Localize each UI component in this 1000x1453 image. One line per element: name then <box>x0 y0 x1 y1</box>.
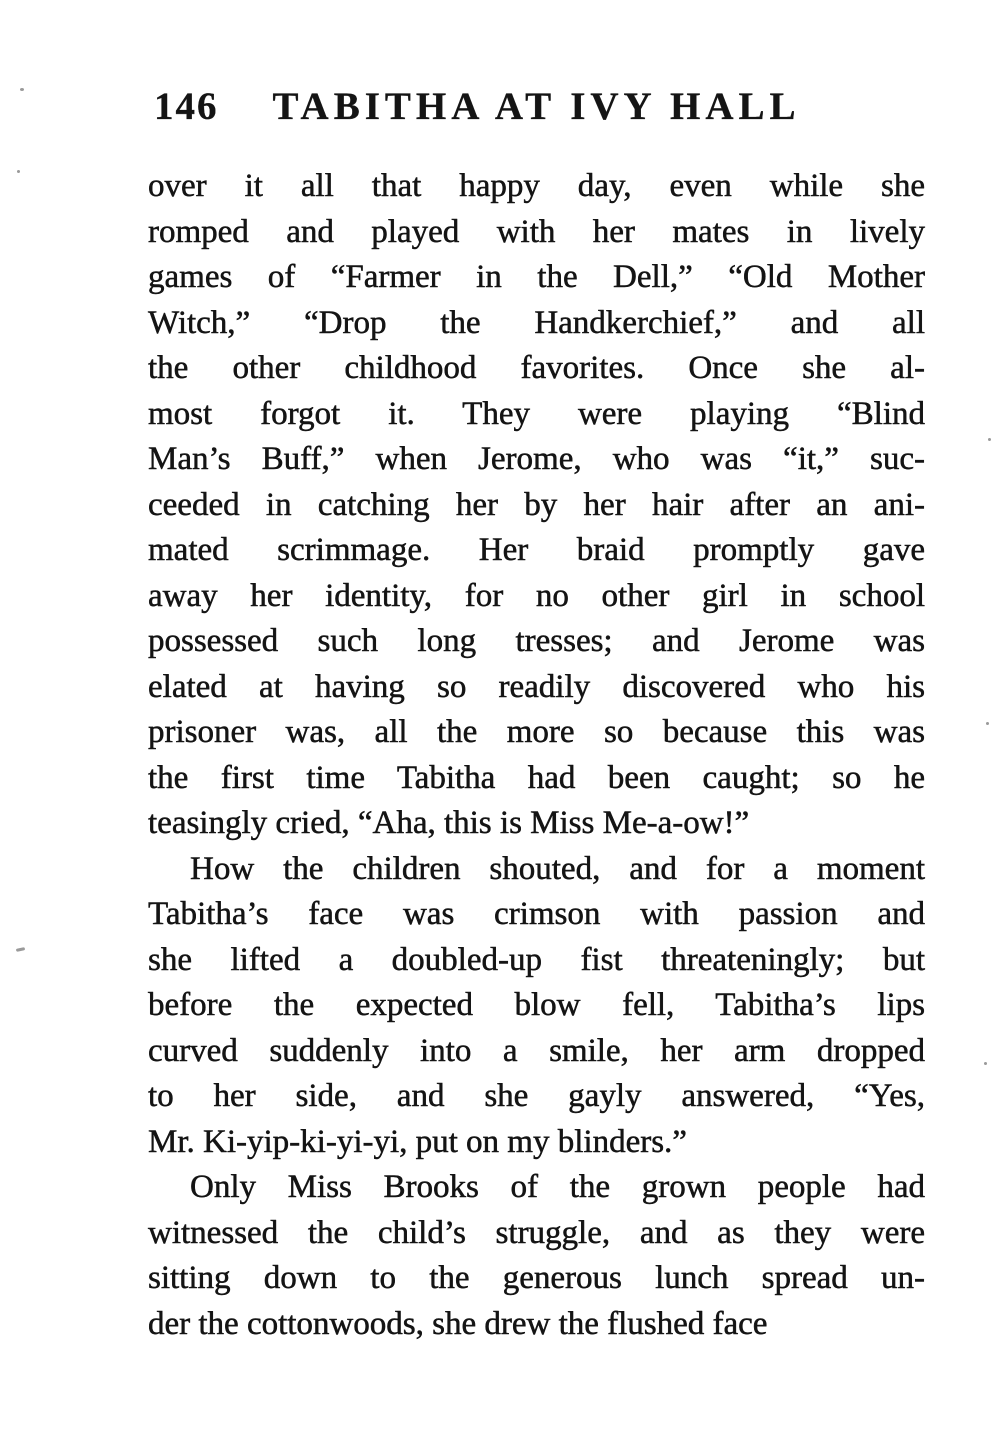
text-line: most forgot it. They were playing “Blind <box>148 395 925 432</box>
scan-speck <box>986 722 989 725</box>
scan-speck <box>988 438 991 441</box>
text-line: der the cottonwoods, she drew the flushed face <box>148 1305 768 1342</box>
text-line: prisoner was, all the more so because this was <box>148 714 925 750</box>
page-body <box>148 164 925 1347</box>
text-line: elated at having so readily discovered who his <box>148 668 925 705</box>
text-line: games of “Farmer in the Dell,” “Old Mother <box>148 259 925 295</box>
text-line: possessed such long tresses; and Jerome was <box>148 623 925 659</box>
text-line: before the expected blow fell, Tabitha’s lips <box>148 987 925 1023</box>
text-line: Tabitha’s face was crimson with passion and <box>148 896 925 932</box>
text-line: How the children shouted, and for a moment <box>190 850 925 887</box>
page-number: 146 <box>154 85 219 128</box>
text-line: Man’s Buff,” when Jerome, who was “it,” suc- <box>148 441 925 477</box>
running-header <box>148 86 925 128</box>
text-line: teasingly cried, “Aha, this is Miss Me-a-ow!” <box>148 805 750 841</box>
text-line: romped and played with her mates in lively <box>148 213 925 250</box>
text-line: away her identity, for no other girl in school <box>148 577 925 614</box>
text-line: sitting down to the generous lunch spread un- <box>148 1260 925 1296</box>
scan-speck <box>17 170 20 173</box>
scan-speck <box>16 947 25 952</box>
text-line: ceeded in catching her by her hair after an ani- <box>148 486 925 523</box>
text-line: Mr. Ki-yip-ki-yi-yi, put on my blinders.” <box>148 1123 687 1160</box>
text-line: curved suddenly into a smile, her arm dropped <box>148 1032 925 1069</box>
text-line: Witch,” “Drop the Handkerchief,” and all <box>148 304 925 341</box>
text-line: witnessed the child’s struggle, and as they were <box>148 1214 925 1251</box>
scan-speck <box>984 1062 987 1065</box>
text-line: over it all that happy day, even while she <box>148 168 925 204</box>
page-title: TABITHA AT IVY HALL <box>272 85 801 128</box>
paragraph <box>148 1165 925 1347</box>
text-line: mated scrimmage. Her braid promptly gave <box>148 532 925 568</box>
text-line: the first time Tabitha had been caught; so he <box>148 759 925 796</box>
text-line: the other childhood favorites. Once she al- <box>148 350 925 386</box>
scan-speck <box>20 88 24 91</box>
text-line: Only Miss Brooks of the grown people had <box>190 1169 925 1205</box>
text-line: she lifted a doubled-up fist threateningly; but <box>148 941 925 978</box>
paragraph <box>148 164 925 847</box>
text-line: to her side, and she gayly answered, “Yes, <box>148 1078 925 1114</box>
paragraph <box>148 847 925 1166</box>
